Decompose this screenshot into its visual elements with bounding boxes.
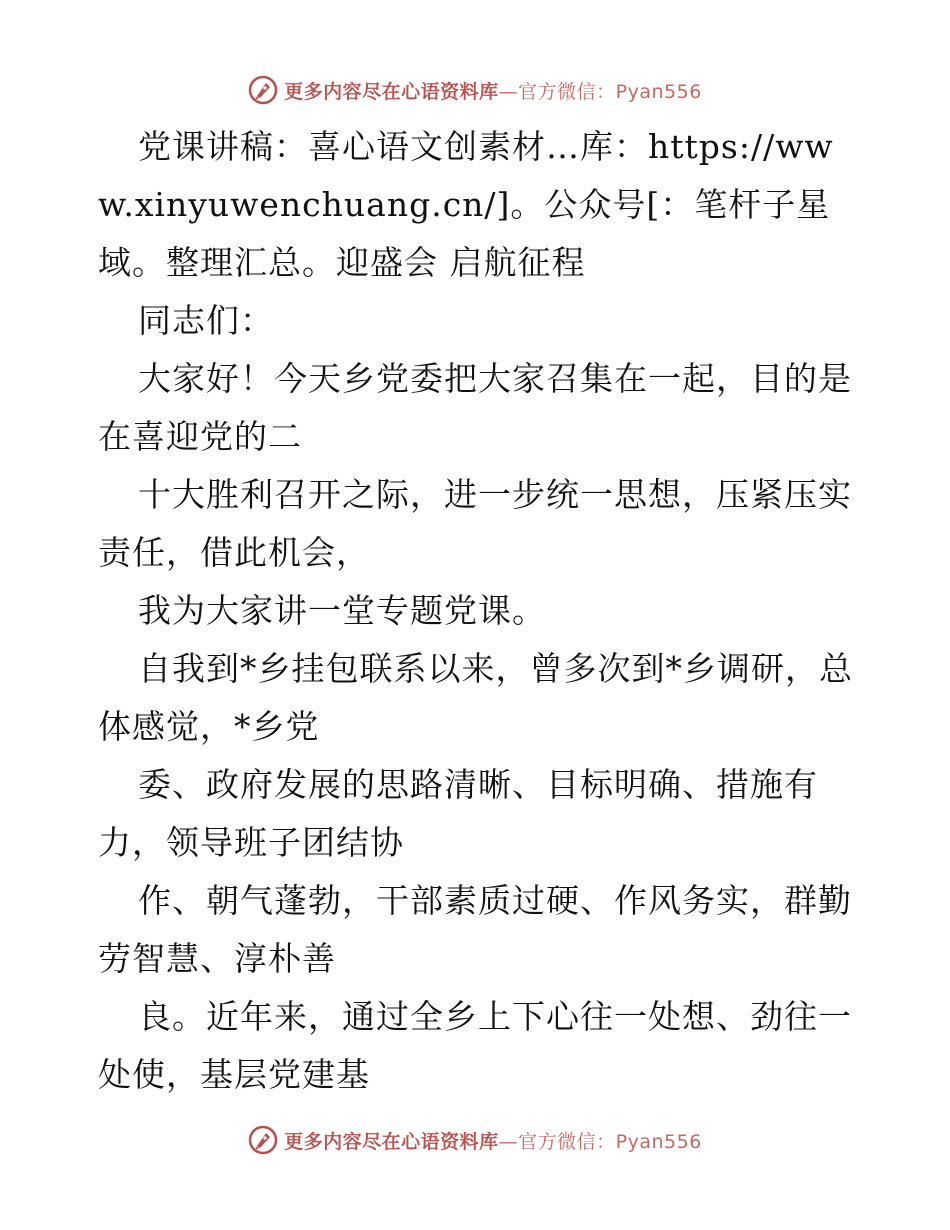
paragraph-8: 作、朝气蓬勃，干部素质过硬、作风务实，群勤劳智慧、淳朴善 — [98, 881, 852, 978]
banner-suffix-text: 官方微信：Pyan556 — [518, 80, 702, 103]
banner-dash: — — [498, 80, 519, 103]
paragraph-9: 良。近年来，通过全乡上下心往一处想、劲往一处使，基层党建基 — [98, 997, 852, 1094]
paragraph-7: 委、政府发展的思路清晰、目标明确、措施有力，领导班子团结协 — [98, 765, 818, 862]
paragraph-5: 我为大家讲一堂专题党课。 — [138, 591, 546, 630]
paragraph-2: 同志们： — [138, 301, 274, 340]
footer-watermark-banner — [0, 1122, 950, 1158]
paragraph-6: 自我到*乡挂包联系以来，曾多次到*乡调研，总体感觉，*乡党 — [98, 649, 853, 746]
paragraph-1: 党课讲稿：喜心语文创素材…库：https://www.xinyuwenchuang.cn/]。公众号[：笔杆子星域。整理汇总。迎盛会 启航征程 — [98, 127, 834, 282]
banner-dash: — — [498, 1130, 519, 1153]
paragraph-3: 大家好！今天乡党委把大家召集在一起，目的是在喜迎党的二 — [98, 359, 852, 456]
banner-main-text: 更多内容尽在心语资料库 — [284, 1130, 499, 1153]
pen-nib-logo-icon — [248, 75, 278, 105]
banner-suffix-text: 官方微信：Pyan556 — [518, 1130, 702, 1153]
banner-main-text: 更多内容尽在心语资料库 — [284, 80, 499, 103]
pen-nib-logo-icon — [248, 1125, 278, 1155]
paragraph-4: 十大胜利召开之际，进一步统一思想，压紧压实责任，借此机会， — [98, 475, 852, 572]
header-watermark-banner — [0, 72, 950, 108]
document-body — [98, 118, 858, 1104]
